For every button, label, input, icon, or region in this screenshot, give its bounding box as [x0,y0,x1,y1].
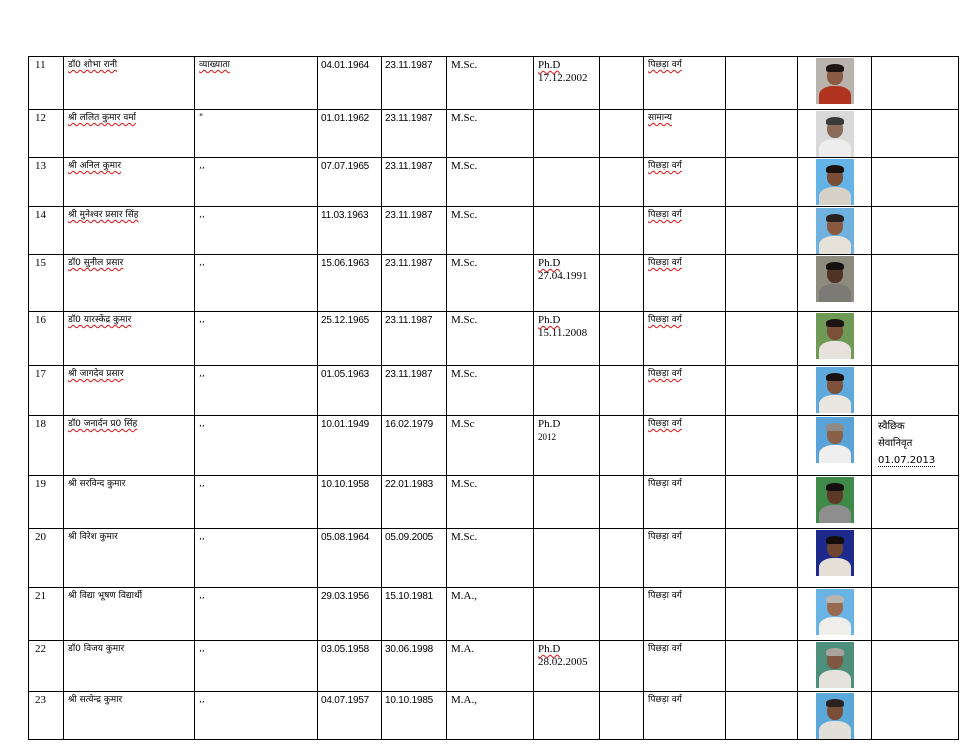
phd-cell [534,529,600,588]
empty-cell [600,207,644,255]
designation: ,, [199,695,205,705]
photo-cell [798,416,872,476]
date-of-birth: 05.08.1964 [318,529,382,588]
phd-cell [534,476,600,529]
remark-cell [872,255,959,312]
category: पिछड़ा वर्ग [648,210,682,220]
phd-date: 15.11.2008 [538,327,588,339]
photo-cell [798,476,872,529]
designation: ,, [199,644,205,654]
empty-cell [600,641,644,692]
empty-cell [600,416,644,476]
qualification: M.A., [447,692,534,740]
date-of-birth: 10.01.1949 [318,416,382,476]
staff-photo [816,58,854,104]
category: पिछड़ा वर्ग [648,258,682,268]
category: पिछड़ा वर्ग [648,60,682,70]
staff-name: डॉ0 विजय कुमार [68,644,125,654]
designation: ,, [199,258,205,268]
designation: ,, [199,210,205,220]
designation: " [199,113,204,123]
qualification: M.Sc. [447,158,534,207]
remark-cell [872,641,959,692]
date-of-birth: 29.03.1956 [318,588,382,641]
empty-cell [726,312,798,366]
staff-name: श्री विद्या भूषण विद्यार्थी [68,591,143,601]
qualification: M.Sc. [447,110,534,158]
designation: ,, [199,532,205,542]
empty-cell [726,416,798,476]
remark-cell [872,57,959,110]
table-row [29,529,959,588]
category: पिछड़ा वर्ग [648,591,682,601]
staff-photo [816,642,854,688]
phd-cell [534,312,600,366]
date-of-birth: 03.05.1958 [318,641,382,692]
staff-name: डॉ0 यारस्केंद्र कुमार [68,315,132,325]
serial-number: 16 [29,312,64,366]
phd-cell [534,641,600,692]
category: पिछड़ा वर्ग [648,695,682,705]
category: पिछड़ा वर्ग [648,315,682,325]
empty-cell [726,588,798,641]
table-row [29,158,959,207]
empty-cell [600,312,644,366]
phd-date: 2012 [538,432,556,442]
phd-date: 27.04.1991 [538,270,588,282]
qualification: M.A. [447,641,534,692]
empty-cell [726,476,798,529]
remark-cell [872,158,959,207]
qualification: M.Sc [447,416,534,476]
empty-cell [600,476,644,529]
remark-cell [872,416,959,476]
category: पिछड़ा वर्ग [648,419,682,429]
serial-number: 12 [29,110,64,158]
table-row [29,366,959,416]
date-of-joining: 23.11.1987 [382,110,447,158]
photo-cell [798,588,872,641]
category: सामान्य [648,113,673,123]
remark-line: स्वैछिक [878,421,905,432]
table-row [29,588,959,641]
empty-cell [726,207,798,255]
phd-cell [534,158,600,207]
staff-name: श्री जागदेव प्रसार [68,369,124,379]
staff-name: श्री सत्येन्द्र कुमार [68,695,123,705]
staff-name: श्री विरेश कुमार [68,532,118,542]
serial-number: 15 [29,255,64,312]
remark-cell [872,312,959,366]
qualification: M.Sc. [447,312,534,366]
staff-photo [816,208,854,254]
phd-degree: Ph.D [538,643,561,655]
date-of-joining: 23.11.1987 [382,207,447,255]
empty-cell [600,158,644,207]
serial-number: 13 [29,158,64,207]
remark-cell [872,110,959,158]
serial-number: 19 [29,476,64,529]
staff-name: डॉ0 जनार्दन प्र0 सिंह [68,419,138,429]
serial-number: 20 [29,529,64,588]
empty-cell [600,366,644,416]
staff-table-page [28,56,958,740]
empty-cell [726,692,798,740]
serial-number: 14 [29,207,64,255]
empty-cell [726,641,798,692]
remark-cell [872,692,959,740]
remark-cell [872,366,959,416]
date-of-joining: 23.11.1987 [382,255,447,312]
staff-photo [816,367,854,413]
category: पिछड़ा वर्ग [648,161,682,171]
empty-cell [600,529,644,588]
designation: ,, [199,591,205,601]
table-row [29,110,959,158]
phd-degree: Ph.D [538,59,561,71]
table-row [29,255,959,312]
empty-cell [726,529,798,588]
remark-line: सेवानिवृत [878,438,913,449]
photo-cell [798,57,872,110]
phd-cell [534,255,600,312]
phd-cell [534,57,600,110]
staff-name: श्री अनिल कुमार [68,161,122,171]
date-of-birth: 25.12.1965 [318,312,382,366]
serial-number: 17 [29,366,64,416]
phd-degree: Ph.D [538,257,561,269]
phd-cell [534,692,600,740]
photo-cell [798,641,872,692]
category: पिछड़ा वर्ग [648,479,682,489]
staff-photo [816,256,854,302]
table-row [29,641,959,692]
staff-name: श्री सरविन्द कुमार [68,479,126,489]
serial-number: 23 [29,692,64,740]
phd-degree: Ph.D [538,314,561,326]
date-of-joining: 23.11.1987 [382,158,447,207]
empty-cell [600,692,644,740]
date-of-joining: 10.10.1985 [382,692,447,740]
empty-cell [726,158,798,207]
designation: ,, [199,315,205,325]
qualification: M.Sc. [447,529,534,588]
designation: ,, [199,479,205,489]
empty-cell [600,255,644,312]
serial-number: 21 [29,588,64,641]
phd-cell [534,366,600,416]
staff-photo [816,111,854,157]
phd-date: 28.02.2005 [538,656,588,668]
designation: ,, [199,369,205,379]
table-row [29,312,959,366]
photo-cell [798,158,872,207]
qualification: M.Sc. [447,366,534,416]
staff-name: डॉ0 सुनील प्रसार [68,258,124,268]
photo-cell [798,529,872,588]
date-of-joining: 15.10.1981 [382,588,447,641]
phd-cell [534,110,600,158]
date-of-birth: 01.01.1962 [318,110,382,158]
table-row [29,57,959,110]
staff-name: श्री मुनेश्वर प्रसार सिंह [68,210,139,220]
serial-number: 18 [29,416,64,476]
category: पिछड़ा वर्ग [648,644,682,654]
date-of-birth: 10.10.1958 [318,476,382,529]
remark-cell [872,476,959,529]
empty-cell [600,110,644,158]
date-of-joining: 22.01.1983 [382,476,447,529]
phd-degree: Ph.D [538,418,561,430]
designation: ,, [199,419,205,429]
serial-number: 22 [29,641,64,692]
table-row [29,692,959,740]
qualification: M.Sc. [447,207,534,255]
empty-cell [726,110,798,158]
table-row [29,476,959,529]
date-of-birth: 15.06.1963 [318,255,382,312]
remark-cell [872,207,959,255]
date-of-birth: 11.03.1963 [318,207,382,255]
table-row [29,416,959,476]
remark-cell [872,588,959,641]
photo-cell [798,110,872,158]
date-of-birth: 07.07.1965 [318,158,382,207]
photo-cell [798,312,872,366]
staff-rows [29,57,959,740]
qualification: M.Sc. [447,255,534,312]
date-of-birth: 01.05.1963 [318,366,382,416]
staff-name: डॉ0 शोभा रानी [68,60,118,70]
empty-cell [600,588,644,641]
designation: व्याख्याता [199,60,230,70]
qualification: M.Sc. [447,57,534,110]
phd-date: 17.12.2002 [538,72,588,84]
category: पिछड़ा वर्ग [648,369,682,379]
serial-number: 11 [29,57,64,110]
staff-table [28,56,959,740]
date-of-birth: 04.07.1957 [318,692,382,740]
phd-cell [534,416,600,476]
staff-photo [816,313,854,359]
qualification: M.A., [447,588,534,641]
staff-photo [816,417,854,463]
empty-cell [600,57,644,110]
staff-photo [816,159,854,205]
empty-cell [726,57,798,110]
empty-cell [726,366,798,416]
table-row [29,207,959,255]
remark-date: 01.07.2013 [878,455,936,466]
phd-cell [534,207,600,255]
photo-cell [798,366,872,416]
date-of-joining: 16.02.1979 [382,416,447,476]
staff-name: श्री ललित कुमार वर्मा [68,113,136,123]
phd-cell [534,588,600,641]
remark-cell [872,529,959,588]
date-of-birth: 04.01.1964 [318,57,382,110]
staff-photo [816,589,854,635]
staff-photo [816,530,854,576]
photo-cell [798,255,872,312]
photo-cell [798,692,872,740]
category: पिछड़ा वर्ग [648,532,682,542]
date-of-joining: 23.11.1987 [382,312,447,366]
date-of-joining: 23.11.1987 [382,366,447,416]
date-of-joining: 23.11.1987 [382,57,447,110]
date-of-joining: 30.06.1998 [382,641,447,692]
designation: ,, [199,161,205,171]
photo-cell [798,207,872,255]
staff-photo [816,693,854,739]
staff-photo [816,477,854,523]
qualification: M.Sc. [447,476,534,529]
empty-cell [726,255,798,312]
date-of-joining: 05.09.2005 [382,529,447,588]
